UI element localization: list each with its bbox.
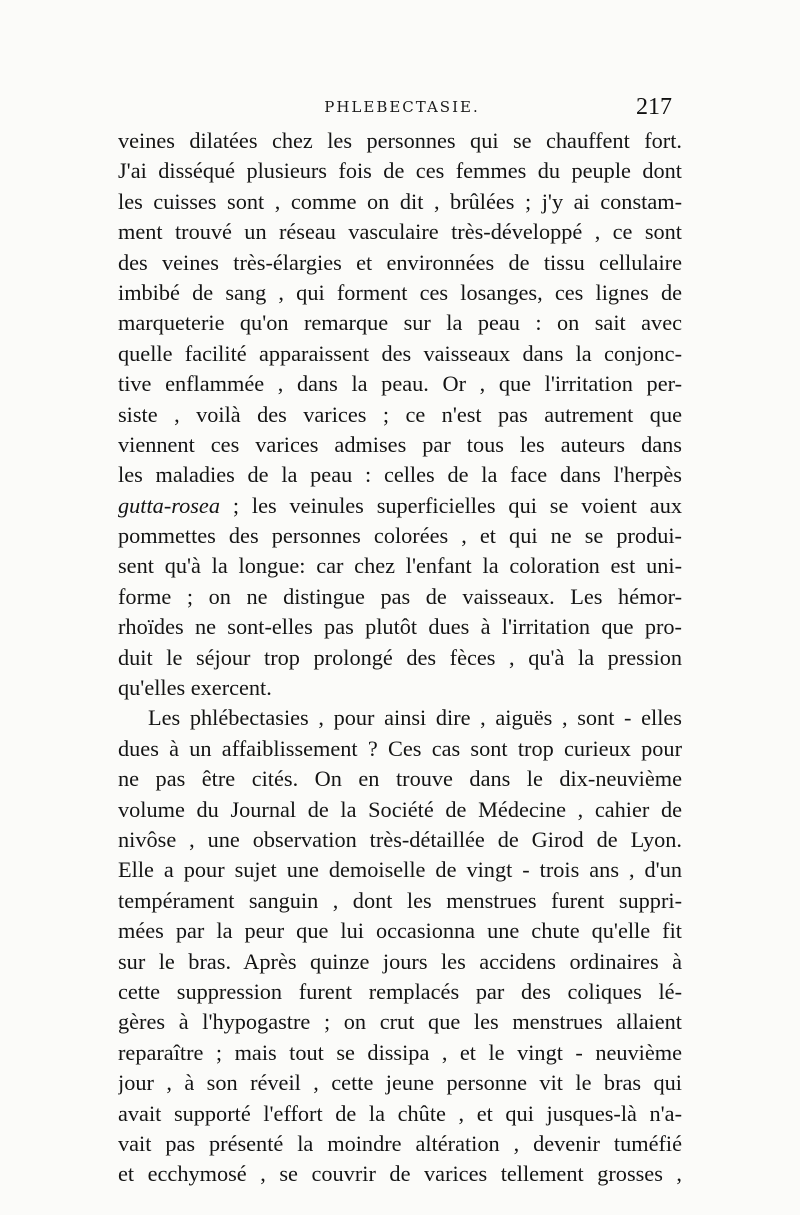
text-line: qu'elles exercent. — [118, 675, 272, 701]
text-line: quelle facilité apparaissent des vaisseaux dans la conjonc- — [118, 340, 682, 366]
text-line: ment trouvé un réseau vasculaire très-développé , ce sont — [118, 219, 682, 245]
body-text — [118, 126, 682, 1190]
text-line: volume du Journal de la Société de Médecine , cahier de — [118, 796, 682, 822]
text-line: gères à l'hypogastre ; on crut que les menstrues allaient — [118, 1009, 682, 1035]
page-header — [118, 96, 686, 124]
text-line: rhoïdes ne sont-elles pas plutôt dues à l'irritation que pro- — [118, 614, 682, 640]
text-line: des veines très-élargies et environnées de tissu cellulaire — [118, 249, 682, 275]
text-line: veines dilatées chez les personnes qui se chauffent fort. — [118, 128, 682, 153]
text-line: pommettes des personnes colorées , et qui ne se produi- — [118, 523, 682, 549]
text-line: dues à un affaiblissement ? Ces cas sont trop curieux pour — [118, 735, 682, 761]
text-line: forme ; on ne distingue pas de vaisseaux. Les hémor- — [118, 583, 682, 609]
text-line: vait pas présenté la moindre altération , devenir tuméfié — [118, 1130, 682, 1156]
text-line: mées par la peur que lui occasionna une chute qu'elle fit — [118, 918, 682, 944]
text-line: sent qu'à la longue: car chez l'enfant la coloration est uni- — [118, 553, 682, 579]
text-line: nivôse , une observation très-détaillée de Girod de Lyon. — [118, 826, 682, 852]
text-line: ne pas être cités. On en trouve dans le dix-neuvième — [118, 766, 682, 792]
latin-term: gutta-rosea — [118, 492, 220, 518]
text-line: cette suppression furent remplacés par des coliques lé- — [118, 978, 682, 1004]
text-line: Les phlébectasies , pour ainsi dire , aiguës , sont - elles — [148, 705, 682, 731]
text-line: tive enflammée , dans la peau. Or , que l'irritation per- — [118, 371, 682, 397]
text-line: tempérament sanguin , dont les menstrues furent suppri- — [118, 887, 682, 913]
text-line: J'ai disséqué plusieurs fois de ces femmes du peuple dont — [118, 158, 682, 184]
text-line: gutta-rosea ; les veinules superficielles qui se voient aux — [118, 492, 682, 518]
text-line: reparaître ; mais tout se dissipa , et le vingt - neuvième — [118, 1039, 682, 1065]
text-line: les cuisses sont , comme on dit , brûlées ; j'y ai constam- — [118, 188, 682, 214]
text-line: duit le séjour trop prolongé des fèces , qu'à la pression — [118, 644, 682, 670]
text-line: viennent ces varices admises par tous les auteurs dans — [118, 431, 682, 457]
text-line: siste , voilà des varices ; ce n'est pas autrement que — [118, 401, 682, 427]
text-line: marqueterie qu'on remarque sur la peau : on sait avec — [118, 310, 682, 336]
running-title: PHLEBECTASIE. — [324, 98, 480, 116]
text-line: les maladies de la peau : celles de la face dans l'herpès — [118, 462, 682, 488]
page-number: 217 — [636, 94, 672, 120]
text-line: imbibé de sang , qui forment ces losanges, ces lignes de — [118, 279, 682, 305]
text-line: et ecchymosé , se couvrir de varices tellement grosses , — [118, 1161, 682, 1187]
text-line: sur le bras. Après quinze jours les accidens ordinaires à — [118, 948, 682, 974]
text-line: jour , à son réveil , cette jeune personne vit le bras qui — [118, 1070, 682, 1096]
text-line: avait supporté l'effort de la chûte , et qui jusques-là n'a- — [118, 1100, 682, 1126]
text-line: Elle a pour sujet une demoiselle de vingt - trois ans , d'un — [118, 857, 682, 883]
